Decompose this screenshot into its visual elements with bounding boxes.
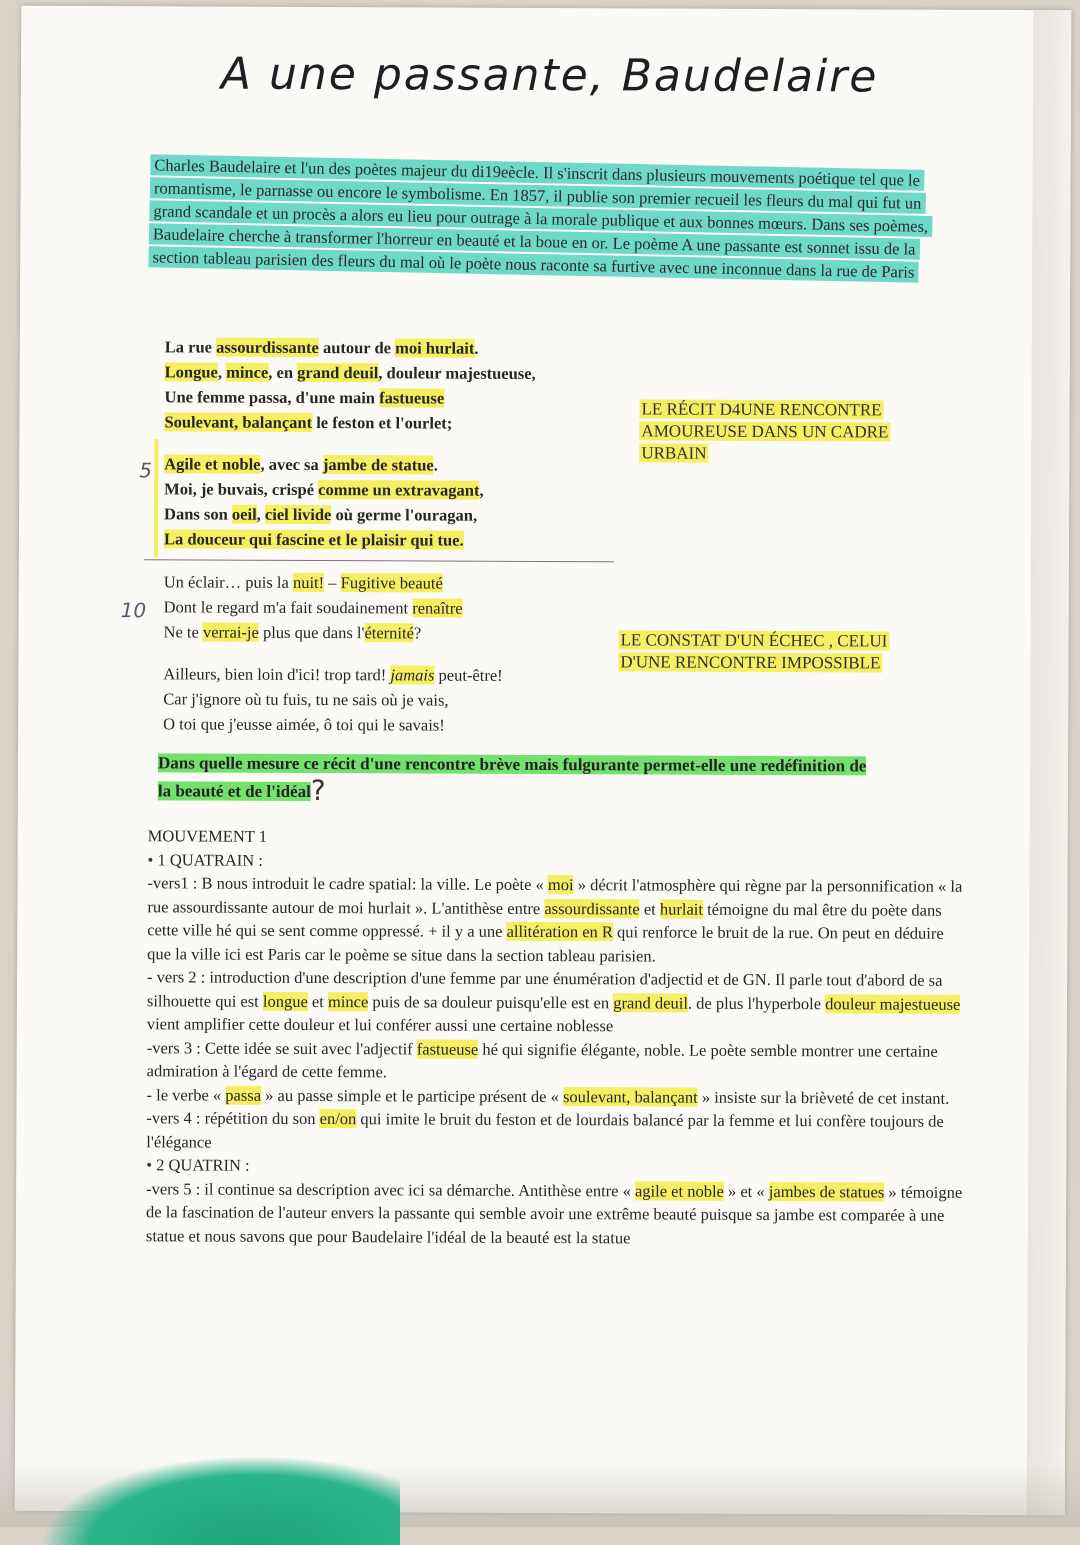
poem-line: Ne te verrai-je plus que dans l'éternité? [163,622,422,643]
quatrain-1-heading: • 1 QUATRAIN : [148,848,968,875]
analysis-section [146,824,968,1251]
poem-line: Moi, je buvais, crispé comme un extravagant, [164,479,484,500]
analysis-vers-3: -vers 3 : Cette idée se suit avec l'adjectif fastueuse hé qui signifie élégante, noble. Le poète semble montrer une certaine admiration à l'égard de cette femme. [146,1037,938,1082]
verse-number-10: 10 [120,598,147,623]
intro-paragraph [148,153,950,284]
verse-number-5: 5 [139,458,153,483]
poem-line: O toi que j'eusse aimée, ô toi qui le savais! [163,714,445,735]
poem-line: La douceur qui fascine et le plaisir qui tue. [163,529,464,550]
section-label-2: LE CONSTAT D'UN ÉCHEC , CELUI D'UNE RENCONTRE IMPOSSIBLE [620,630,888,673]
poem-line: Longue, mince, en grand deuil, douleur majestueuse, [164,362,536,383]
analysis-vers-4: -vers 4 : répétition du son en/on qui imite le bruit du feston et de lourdais balancé par la femme et lui confère toujours de l'élégance [146,1108,944,1152]
poem-line: Ailleurs, bien loin d'ici! trop tard! jamais peut-être! [163,664,503,685]
intro-text: Charles Baudelaire et l'un des poètes majeur du di19eècle. Il s'inscrit dans plusieurs mouvements poétique tel que le romantisme, le parnasse ou encore le symbolisme. En 1857, il publie son premier recueil les fleurs du mal qui fut un grand scandale et un procès a alors eu lieu pour outrage à la morale publique et aux bonnes mœurs. Dans ses poèmes, Baudelaire cherche à transformer l'horreur en beauté et la boue en or. Le poème A une passante est sonnet issu de la section tableau parisien des fleurs du mal où le poète nous raconte sa furtive avec une inconnue dans la rue de Paris [148,154,932,282]
green-fabric [40,1455,400,1545]
analysis-vers-2: - vers 2 : introduction d'une description d'une femme par une énumération d'adjectid et de GN. Il parle tout d'abord de sa silhouette qui est longue et mince puis de sa douleur puisqu'elle est en grand deuil. de plus l'hyperbole douleur majestueuse vient amplifier cette douleur et lui conférer aussi une certaine noblesse [146,967,961,1036]
paper-sheet [15,6,1072,1516]
page-title: A une passante, Baudelaire [220,48,879,103]
section-label-1: LE RÉCIT D4UNE RENCONTRE AMOUREUSE DANS UN CADRE URBAIN [641,399,889,463]
poem-tercet-2 [163,661,503,737]
poem-line: Soulevant, balançant le feston et l'ourlet; [164,412,453,433]
poem-quatrain-1 [164,334,535,436]
poem-tercet-1 [164,569,463,645]
section-divider [144,559,614,562]
paper-edge [1027,10,1072,1515]
poem-line: Une femme passa, d'une main fastueuse [164,387,445,408]
analysis-vers-3b: - le verbe « passa » au passe simple et le participe présent de « soulevant, balançant » insiste sur la brièveté de cet instant. [146,1084,950,1108]
stanza-margin-highlight [154,439,159,557]
poem-quatrain-2 [164,451,484,552]
poem-line: Un éclair… puis la nuit! – Fugitive beauté [163,572,443,593]
mouvement-heading: MOUVEMENT 1 [147,826,268,846]
analysis-vers-1: -vers1 : B nous introduit le cadre spatial: la ville. Le poète « moi » décrit l'atmosphère qui règne par la personnification « la rue assourdissante autour de moi hurlait ». L'antithèse entre assourdissante et hurlait témoigne du mal être du poète dans cette ville hé qui se sent comme oppressé. + il y a une allitération en R qui renforce le bruit de la rue. On peut en déduire que la ville ici est Paris car le poème se situe dans la section tableau parisien. [147,873,963,965]
quatrain-2-heading: • 2 QUATRIN : [146,1153,966,1180]
poem-line: Dont le regard m'a fait soudainement renaître [163,597,463,618]
poem-line: Car j'ignore où tu fuis, tu ne sais où je vais, [163,689,449,710]
analysis-vers-5: -vers 5 : il continue sa description avec ici sa démarche. Antithèse entre « agile et noble » et « jambes de statues » témoigne de la fascination de l'auteur envers la passante qui semble avoir une extrême beauté puisque sa jambe est comparée à une statue et nous savons que pour Baudelaire l'idéal de la beauté est la statue [145,1178,963,1247]
poem-line: La rue assourdissante autour de moi hurlait. [164,337,479,358]
poem-line: Agile et noble, avec sa jambe de statue. [164,454,438,475]
problematic-question: Dans quelle mesure ce récit d'une rencontre brève mais fulgurante permet-elle une redéfinition de la beauté et de l'idéal? [157,753,867,808]
poem-line: Dans son oeil, ciel livide où germe l'ouragan, [164,504,478,525]
